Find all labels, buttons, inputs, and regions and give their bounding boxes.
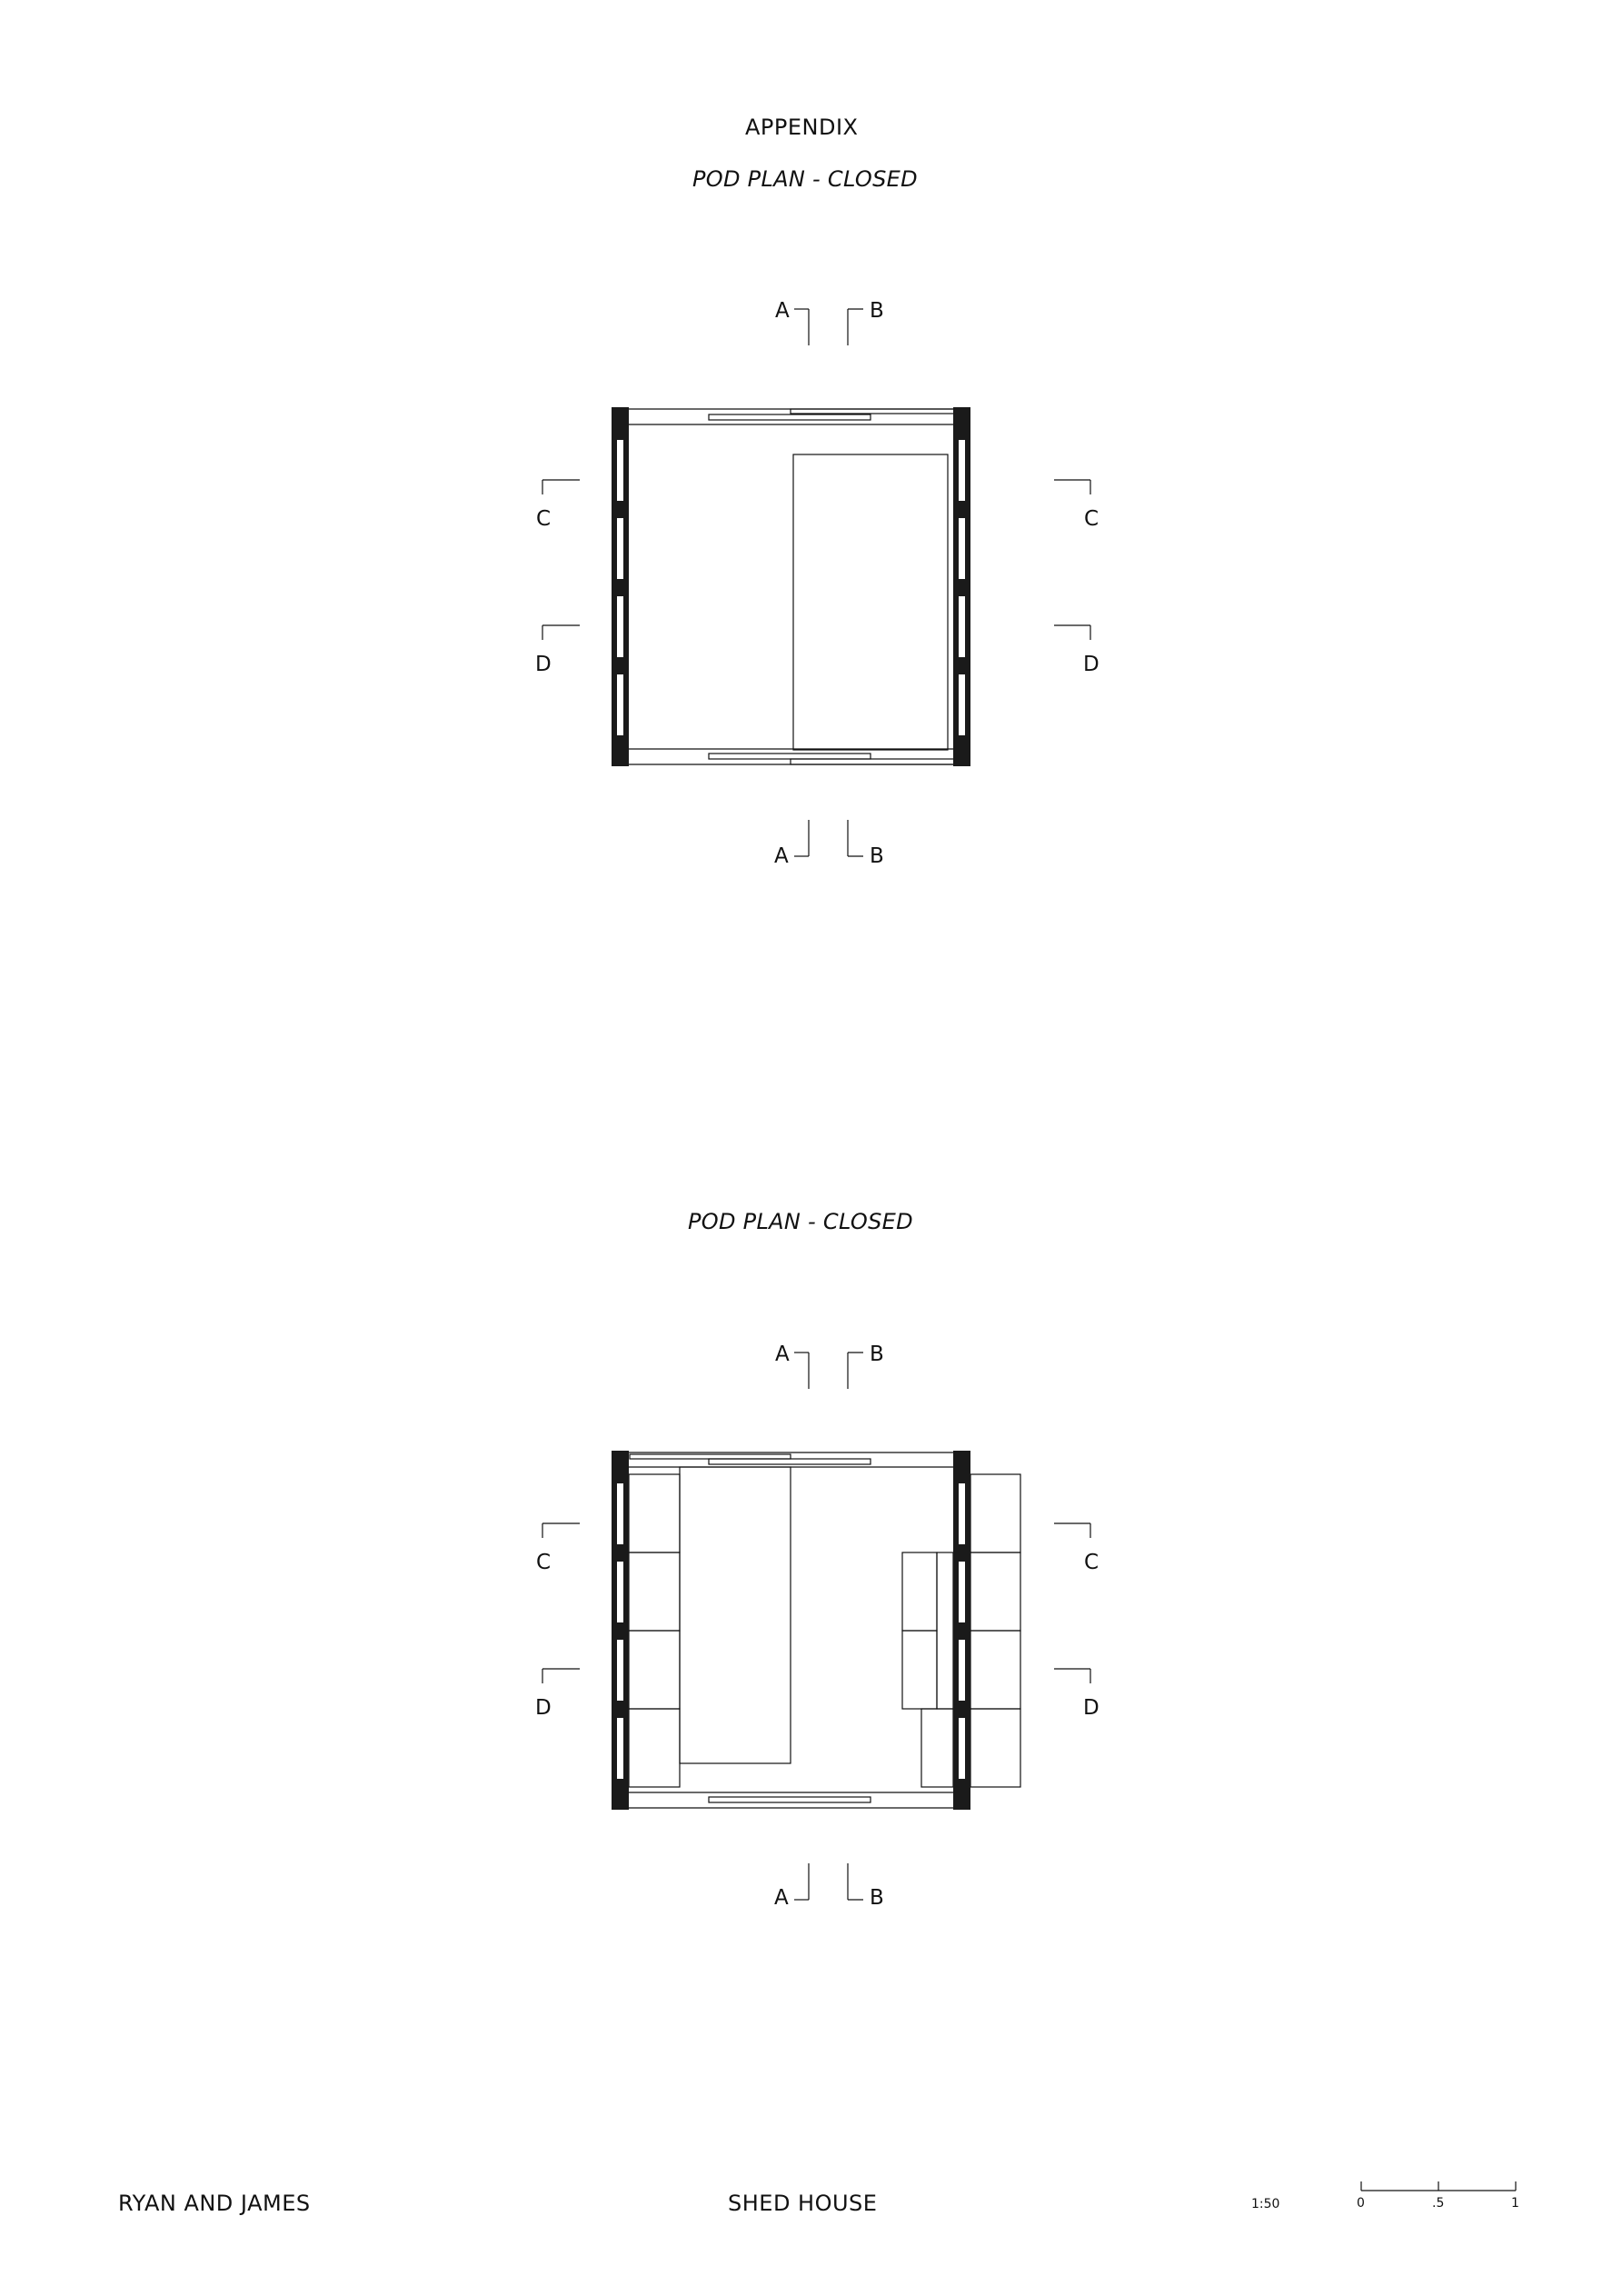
section-line-d-right bbox=[1054, 1669, 1090, 1683]
section-marker-d-left: D bbox=[535, 653, 552, 676]
sheet-heading: APPENDIX bbox=[745, 115, 859, 140]
section-marker-b-top: B bbox=[870, 1343, 884, 1366]
section-line-c-right bbox=[1054, 1523, 1090, 1538]
section-marker-a-top: A bbox=[775, 299, 790, 323]
section-marker-c-left: C bbox=[536, 507, 552, 531]
section-marker-a-bottom: A bbox=[774, 1886, 789, 1910]
section-line-c-right bbox=[1054, 480, 1090, 494]
top-edge-panels bbox=[627, 409, 970, 424]
section-marker-a-top: A bbox=[775, 1343, 790, 1366]
section-line-a-bottom bbox=[794, 820, 809, 856]
footer-authors: RYAN AND JAMES bbox=[118, 2191, 311, 2216]
top-edge-panels bbox=[627, 1452, 970, 1467]
left-fold-out-panels bbox=[629, 1474, 680, 1787]
section-marker-b-top: B bbox=[870, 299, 884, 323]
section-marker-c-right: C bbox=[1084, 1551, 1100, 1574]
interior-platform bbox=[680, 1467, 791, 1763]
right-interior-units bbox=[902, 1552, 953, 1787]
section-marker-a-bottom: A bbox=[774, 844, 789, 868]
footer-project: SHED HOUSE bbox=[728, 2191, 878, 2216]
interior-platform bbox=[793, 454, 948, 750]
scale-bar bbox=[1361, 2181, 1516, 2191]
section-line-a-top bbox=[794, 309, 809, 345]
bottom-edge-panels bbox=[627, 1792, 970, 1808]
section-line-b-bottom bbox=[848, 1863, 863, 1900]
section-marker-c-left: C bbox=[536, 1551, 552, 1574]
plan-top-title: POD PLAN - CLOSED bbox=[692, 166, 918, 192]
section-line-d-right bbox=[1054, 625, 1090, 640]
section-line-a-top bbox=[794, 1353, 809, 1389]
section-line-c-left bbox=[542, 480, 580, 494]
plan-bottom-title: POD PLAN - CLOSED bbox=[688, 1209, 913, 1234]
bottom-edge-panels bbox=[627, 749, 970, 764]
section-line-b-top bbox=[848, 1353, 863, 1389]
scale-bar-tick-0: 0 bbox=[1357, 2196, 1365, 2211]
section-line-b-bottom bbox=[848, 820, 863, 856]
section-line-a-bottom bbox=[794, 1863, 809, 1900]
section-marker-c-right: C bbox=[1084, 507, 1100, 531]
scale-bar-tick-half: .5 bbox=[1432, 2196, 1445, 2211]
section-marker-b-bottom: B bbox=[870, 844, 884, 868]
plan-top-walls bbox=[612, 407, 970, 766]
section-marker-b-bottom: B bbox=[870, 1886, 884, 1910]
section-marker-d-right: D bbox=[1083, 653, 1100, 676]
section-line-c-left bbox=[542, 1523, 580, 1538]
section-line-d-left bbox=[542, 625, 580, 640]
scale-bar-tick-1: 1 bbox=[1511, 2196, 1519, 2211]
right-fold-out-panels bbox=[970, 1474, 1020, 1787]
section-line-d-left bbox=[542, 1669, 580, 1683]
section-marker-d-left: D bbox=[535, 1696, 552, 1720]
section-line-b-top bbox=[848, 309, 863, 345]
section-marker-d-right: D bbox=[1083, 1696, 1100, 1720]
scale-ratio: 1:50 bbox=[1251, 2197, 1280, 2211]
